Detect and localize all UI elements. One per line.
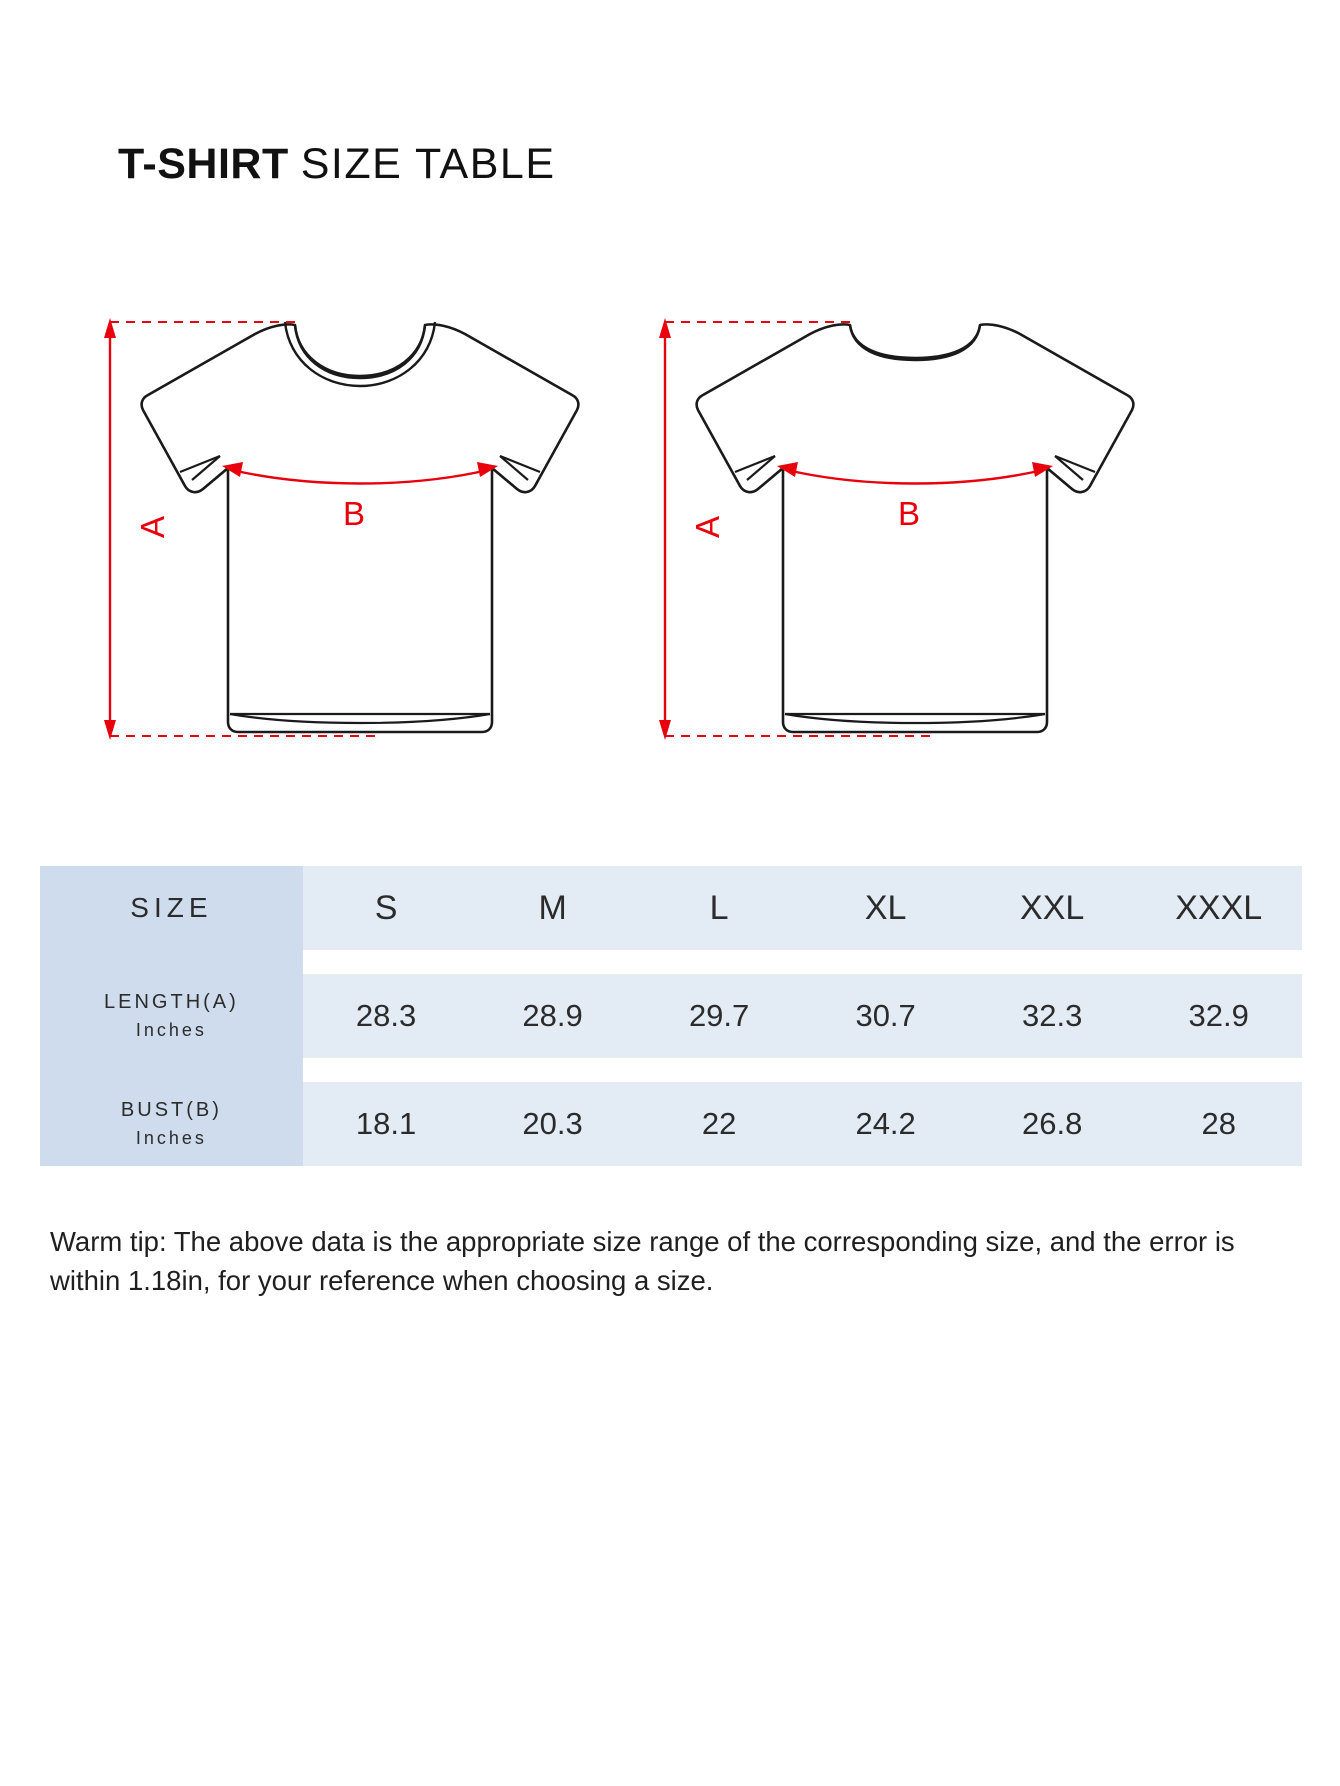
row-label-bust-unit: Inches	[135, 1128, 207, 1149]
header-size-s: S	[303, 866, 470, 950]
length-xxl: 32.3	[969, 974, 1136, 1058]
tshirt-front-diagram	[80, 290, 640, 760]
bust-xxxl: 28	[1135, 1082, 1302, 1166]
header-size-l: L	[636, 866, 803, 950]
warm-tip-text: Warm tip: The above data is the appropriate size range of the corresponding size, and the error is within 1.18in, for your reference when choosing a size.	[50, 1226, 1235, 1297]
spacer-cell	[303, 950, 1302, 974]
header-size-xxl: XXL	[969, 866, 1136, 950]
front-bust-label: B	[343, 495, 366, 532]
row-label-bust-text: BUST(B)	[120, 1099, 222, 1122]
header-size-xxxl: XXXL	[1135, 866, 1302, 950]
table-row	[40, 974, 1302, 1058]
spacer-label-cell	[40, 950, 303, 974]
table-spacer-row	[40, 950, 1302, 974]
length-l: 29.7	[636, 974, 803, 1058]
bust-xl: 24.2	[802, 1082, 969, 1166]
length-xxxl: 32.9	[1135, 974, 1302, 1058]
bust-m: 20.3	[469, 1082, 636, 1166]
page-title	[118, 140, 556, 189]
row-label-length-text: LENGTH(A)	[104, 991, 239, 1014]
tshirt-back-diagram	[635, 290, 1195, 760]
row-label-bust	[40, 1082, 303, 1166]
header-size-m: M	[469, 866, 636, 950]
header-size-xl: XL	[802, 866, 969, 950]
page-title-rest: SIZE TABLE	[300, 140, 556, 188]
table-header-row	[40, 866, 1302, 950]
length-m: 28.9	[469, 974, 636, 1058]
front-length-label: A	[134, 515, 172, 539]
page-title-strong: T-SHIRT	[118, 140, 289, 188]
back-length-label: A	[689, 515, 727, 539]
bust-xxl: 26.8	[969, 1082, 1136, 1166]
length-s: 28.3	[303, 974, 470, 1058]
length-xl: 30.7	[802, 974, 969, 1058]
row-label-length-unit: Inches	[135, 1020, 207, 1041]
header-size-label: SIZE	[40, 866, 303, 950]
table-spacer-row	[40, 1058, 1302, 1082]
table-row	[40, 1082, 1302, 1166]
bust-s: 18.1	[303, 1082, 470, 1166]
spacer-label-cell	[40, 1058, 303, 1082]
spacer-cell	[303, 1058, 1302, 1082]
row-label-length	[40, 974, 303, 1058]
size-table	[40, 866, 1302, 1166]
tshirt-diagram-area	[0, 290, 1340, 780]
back-bust-label: B	[898, 495, 921, 532]
bust-l: 22	[636, 1082, 803, 1166]
